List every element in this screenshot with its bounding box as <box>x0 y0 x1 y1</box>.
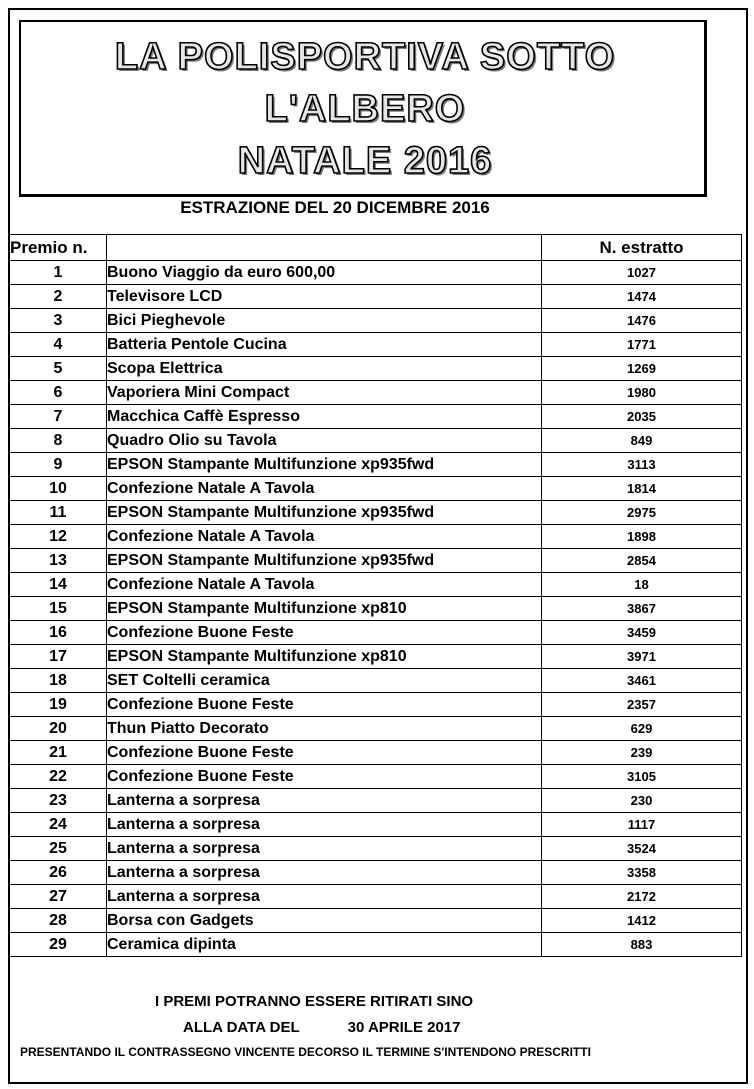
footer-date-prefix: ALLA DATA DEL <box>183 1019 300 1036</box>
prize-name-cell: Confezione Natale A Tavola <box>107 525 542 549</box>
footer-deadline-date: 30 APRILE 2017 <box>347 1019 461 1036</box>
table-header-row <box>10 235 742 261</box>
column-header-prize <box>107 235 542 261</box>
table-row <box>10 597 742 621</box>
prize-name-cell: Lanterna a sorpresa <box>107 789 542 813</box>
prize-number-cell: 23 <box>10 789 107 813</box>
footer-notice-line-1: I PREMI POTRANNO ESSERE RITIRATI SINO <box>155 993 474 1010</box>
prize-number-cell: 24 <box>10 813 107 837</box>
prize-name-cell: Thun Piatto Decorato <box>107 717 542 741</box>
table-row <box>10 669 742 693</box>
table-row <box>10 645 742 669</box>
drawn-number-cell: 230 <box>542 789 742 813</box>
drawn-number-cell: 3461 <box>542 669 742 693</box>
drawn-number-cell: 2035 <box>542 405 742 429</box>
table-row <box>10 813 742 837</box>
drawn-number-cell: 1898 <box>542 525 742 549</box>
prize-name-cell: Confezione Natale A Tavola <box>107 477 542 501</box>
prize-number-cell: 9 <box>10 453 107 477</box>
table-row <box>10 333 742 357</box>
table-row <box>10 885 742 909</box>
drawn-number-cell: 1269 <box>542 357 742 381</box>
prize-name-cell: EPSON Stampante Multifunzione xp810 <box>107 645 542 669</box>
prize-name-cell: EPSON Stampante Multifunzione xp935fwd <box>107 453 542 477</box>
prize-name-cell: Confezione Buone Feste <box>107 741 542 765</box>
table-row <box>10 525 742 549</box>
prize-number-cell: 22 <box>10 765 107 789</box>
prize-name-cell: Lanterna a sorpresa <box>107 885 542 909</box>
table-row <box>10 453 742 477</box>
prize-name-cell: Lanterna a sorpresa <box>107 837 542 861</box>
title-line-2: L'ALBERO <box>264 88 466 130</box>
drawn-number-cell: 1476 <box>542 309 742 333</box>
table-row <box>10 501 742 525</box>
prize-number-cell: 10 <box>10 477 107 501</box>
title-line-3: NATALE 2016 <box>237 140 493 182</box>
table-row <box>10 381 742 405</box>
prize-name-cell: Ceramica dipinta <box>107 933 542 957</box>
table-row <box>10 765 742 789</box>
footer-notice-line-3: PRESENTANDO IL CONTRASSEGNO VINCENTE DECORSO IL TERMINE S'INTENDONO PRESCRITTI <box>20 1045 591 1059</box>
column-header-prize-number: Premio n. <box>10 235 107 261</box>
prize-name-cell: EPSON Stampante Multifunzione xp935fwd <box>107 549 542 573</box>
table-row <box>10 405 742 429</box>
prize-name-cell: Borsa con Gadgets <box>107 909 542 933</box>
prize-name-cell: Buono Viaggio da euro 600,00 <box>107 261 542 285</box>
prize-name-cell: Confezione Buone Feste <box>107 693 542 717</box>
prize-name-cell: Confezione Buone Feste <box>107 765 542 789</box>
drawn-number-cell: 1980 <box>542 381 742 405</box>
table-row <box>10 693 742 717</box>
prize-number-cell: 3 <box>10 309 107 333</box>
drawn-number-cell: 883 <box>542 933 742 957</box>
prize-name-cell: Lanterna a sorpresa <box>107 813 542 837</box>
table-row <box>10 309 742 333</box>
table-row <box>10 285 742 309</box>
table-row <box>10 741 742 765</box>
prize-name-cell: EPSON Stampante Multifunzione xp810 <box>107 597 542 621</box>
prize-name-cell: Televisore LCD <box>107 285 542 309</box>
prize-number-cell: 25 <box>10 837 107 861</box>
table-row <box>10 837 742 861</box>
prize-number-cell: 16 <box>10 621 107 645</box>
table-row <box>10 789 742 813</box>
prize-number-cell: 8 <box>10 429 107 453</box>
table-row <box>10 909 742 933</box>
drawn-number-cell: 2975 <box>542 501 742 525</box>
prize-name-cell: EPSON Stampante Multifunzione xp935fwd <box>107 501 542 525</box>
table-row <box>10 933 742 957</box>
drawn-number-cell: 1117 <box>542 813 742 837</box>
table-row <box>10 357 742 381</box>
prize-number-cell: 13 <box>10 549 107 573</box>
prize-name-cell: Scopa Elettrica <box>107 357 542 381</box>
prize-name-cell: Quadro Olio su Tavola <box>107 429 542 453</box>
prize-number-cell: 14 <box>10 573 107 597</box>
prize-number-cell: 6 <box>10 381 107 405</box>
prize-number-cell: 26 <box>10 861 107 885</box>
prize-name-cell: SET Coltelli ceramica <box>107 669 542 693</box>
prize-number-cell: 27 <box>10 885 107 909</box>
drawn-number-cell: 1474 <box>542 285 742 309</box>
prize-number-cell: 19 <box>10 693 107 717</box>
table-row <box>10 573 742 597</box>
drawn-number-cell: 629 <box>542 717 742 741</box>
prize-number-cell: 28 <box>10 909 107 933</box>
drawn-number-cell: 18 <box>542 573 742 597</box>
prize-number-cell: 17 <box>10 645 107 669</box>
drawn-number-cell: 3358 <box>542 861 742 885</box>
prize-name-cell: Macchica Caffè Espresso <box>107 405 542 429</box>
title-box <box>19 20 707 197</box>
prize-number-cell: 7 <box>10 405 107 429</box>
table-row <box>10 429 742 453</box>
title-line-1: LA POLISPORTIVA SOTTO <box>114 36 616 78</box>
table-row <box>10 717 742 741</box>
column-header-drawn-number: N. estratto <box>542 235 742 261</box>
table-row <box>10 861 742 885</box>
drawn-number-cell: 1412 <box>542 909 742 933</box>
drawn-number-cell: 3867 <box>542 597 742 621</box>
drawn-number-cell: 3971 <box>542 645 742 669</box>
table-row <box>10 477 742 501</box>
prize-number-cell: 18 <box>10 669 107 693</box>
prize-number-cell: 12 <box>10 525 107 549</box>
prize-name-cell: Batteria Pentole Cucina <box>107 333 542 357</box>
prize-number-cell: 11 <box>10 501 107 525</box>
prize-rows <box>10 261 742 957</box>
prize-number-cell: 20 <box>10 717 107 741</box>
drawn-number-cell: 3459 <box>542 621 742 645</box>
drawn-number-cell: 1027 <box>542 261 742 285</box>
drawn-number-cell: 3113 <box>542 453 742 477</box>
prize-name-cell: Confezione Buone Feste <box>107 621 542 645</box>
prize-number-cell: 15 <box>10 597 107 621</box>
drawn-number-cell: 2854 <box>542 549 742 573</box>
drawn-number-cell: 3105 <box>542 765 742 789</box>
draw-date-heading: ESTRAZIONE DEL 20 DICEMBRE 2016 <box>180 198 490 217</box>
prize-number-cell: 29 <box>10 933 107 957</box>
prize-number-cell: 1 <box>10 261 107 285</box>
table-row <box>10 621 742 645</box>
prize-name-cell: Confezione Natale A Tavola <box>107 573 542 597</box>
drawn-number-cell: 849 <box>542 429 742 453</box>
table-row <box>10 261 742 285</box>
table-row <box>10 549 742 573</box>
drawn-number-cell: 3524 <box>542 837 742 861</box>
drawn-number-cell: 2172 <box>542 885 742 909</box>
footer-notice-line-2 <box>183 1019 461 1036</box>
prize-name-cell: Lanterna a sorpresa <box>107 861 542 885</box>
prize-number-cell: 4 <box>10 333 107 357</box>
drawn-number-cell: 1771 <box>542 333 742 357</box>
prize-number-cell: 2 <box>10 285 107 309</box>
prize-table <box>9 234 742 957</box>
prize-number-cell: 5 <box>10 357 107 381</box>
prize-name-cell: Bici Pieghevole <box>107 309 542 333</box>
drawn-number-cell: 1814 <box>542 477 742 501</box>
prize-name-cell: Vaporiera Mini Compact <box>107 381 542 405</box>
prize-number-cell: 21 <box>10 741 107 765</box>
drawn-number-cell: 2357 <box>542 693 742 717</box>
drawn-number-cell: 239 <box>542 741 742 765</box>
